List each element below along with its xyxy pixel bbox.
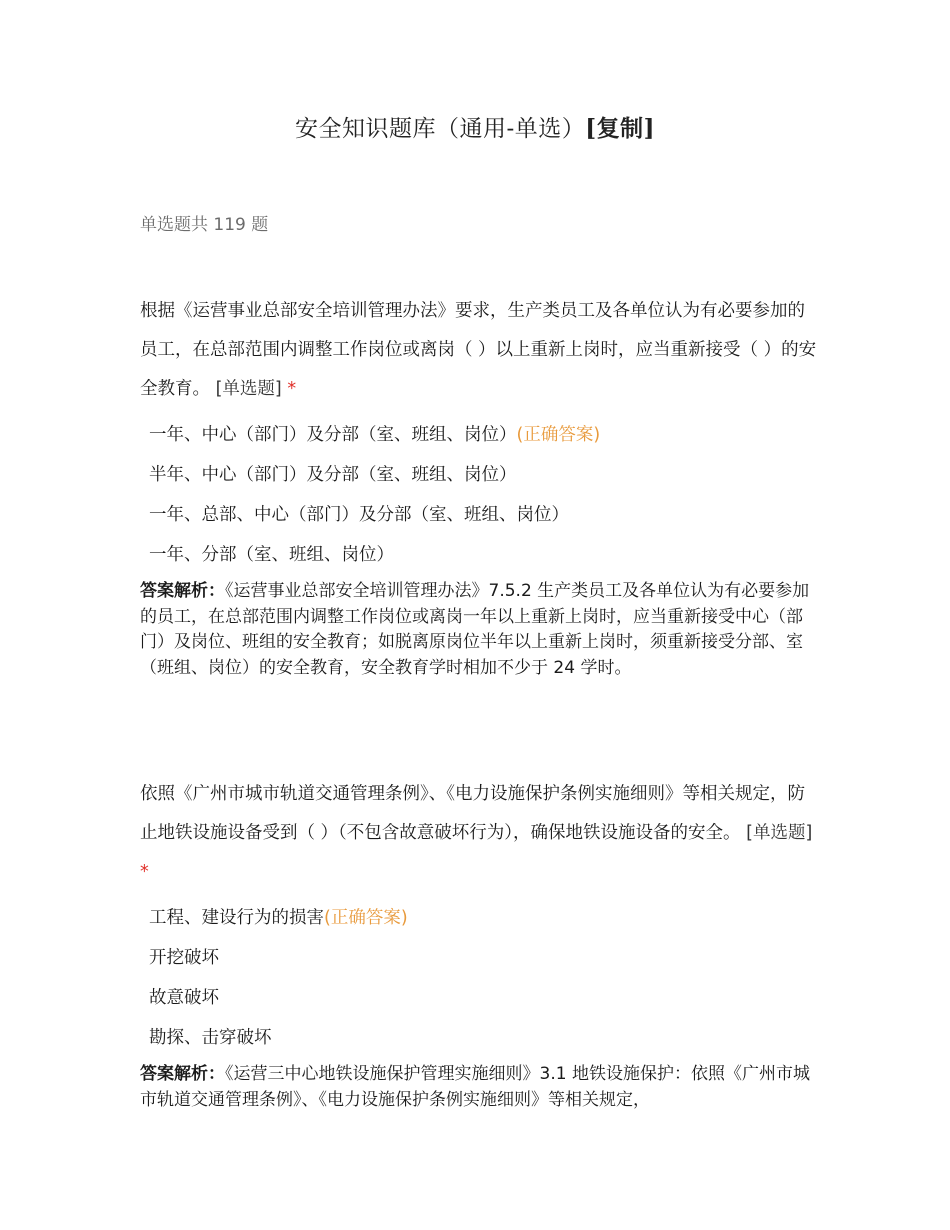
question-count: 单选题共 119 题 bbox=[140, 215, 269, 235]
copy-link[interactable]: [复制] bbox=[585, 115, 656, 142]
option-text: 一年、中心（部门）及分部（室、班组、岗位） bbox=[149, 425, 517, 445]
option-item[interactable] bbox=[140, 455, 820, 495]
page-title bbox=[0, 110, 950, 143]
option-text: 一年、总部、中心（部门）及分部（室、班组、岗位） bbox=[149, 505, 569, 525]
correct-answer-label: (正确答案) bbox=[516, 425, 601, 445]
correct-answer-label: (正确答案) bbox=[324, 908, 408, 928]
option-item[interactable] bbox=[140, 495, 820, 535]
option-item[interactable] bbox=[140, 978, 820, 1018]
option-item[interactable] bbox=[140, 1018, 820, 1058]
option-item[interactable] bbox=[140, 535, 820, 575]
question-type-label: [单选题] bbox=[746, 823, 813, 843]
question-block bbox=[140, 292, 820, 681]
option-text: 半年、中心（部门）及分部（室、班组、岗位） bbox=[149, 465, 517, 485]
option-list bbox=[140, 898, 820, 1058]
option-item[interactable] bbox=[140, 898, 820, 938]
analysis-text: 《运营事业总部安全培训管理办法》7.5.2 生产类员工及各单位认为有必要参加的员工，在总部范围内调整工作岗位或离岗一年以上重新上岗时，应当重新接受中心（部门）及岗位、班组的安全教育；如脱离原岗位半年以上重新上岗时，须重新接受分部、室（班组、岗位）的安全教育，安全教育学时相加不少于 24 学时。 bbox=[140, 581, 810, 678]
option-item[interactable] bbox=[140, 415, 820, 455]
option-item[interactable] bbox=[140, 938, 820, 978]
option-list bbox=[140, 415, 820, 575]
option-text: 工程、建设行为的损害 bbox=[149, 908, 324, 928]
required-mark: * bbox=[140, 862, 149, 882]
question-type-label: [单选题] bbox=[215, 379, 282, 399]
option-text: 一年、分部（室、班组、岗位） bbox=[149, 545, 394, 565]
analysis-label: 答案解析： bbox=[140, 1064, 225, 1084]
option-text: 开挖破坏 bbox=[149, 948, 219, 968]
analysis-text: 《运营三中心地铁设施保护管理实施细则》3.1 地铁设施保护：依照《广州市城市轨道交通管理条例》、《电力设施保护条例实施细则》等相关规定， bbox=[140, 1064, 810, 1110]
answer-analysis bbox=[140, 579, 820, 681]
option-text: 勘探、击穿破坏 bbox=[149, 1028, 272, 1048]
required-mark: * bbox=[287, 379, 297, 399]
title-text: 安全知识题库（通用-单选） bbox=[294, 116, 586, 142]
question-block bbox=[140, 775, 820, 1113]
analysis-label: 答案解析： bbox=[140, 581, 225, 601]
answer-analysis bbox=[140, 1062, 820, 1113]
question-text bbox=[140, 292, 820, 409]
question-body: 依照《广州市城市轨道交通管理条例》、《电力设施保护条例实施细则》等相关规定，防止地铁设施设备受到（ ）（不包含故意破坏行为），确保地铁设施设备的安全。 bbox=[140, 784, 805, 843]
question-text bbox=[140, 775, 820, 892]
question-body: 根据《运营事业总部安全培训管理办法》要求，生产类员工及各单位认为有必要参加的员工，在总部范围内调整工作岗位或离岗（ ）以上重新上岗时，应当重新接受（ ）的安全教育。 bbox=[140, 301, 817, 399]
option-text: 故意破坏 bbox=[149, 988, 219, 1008]
